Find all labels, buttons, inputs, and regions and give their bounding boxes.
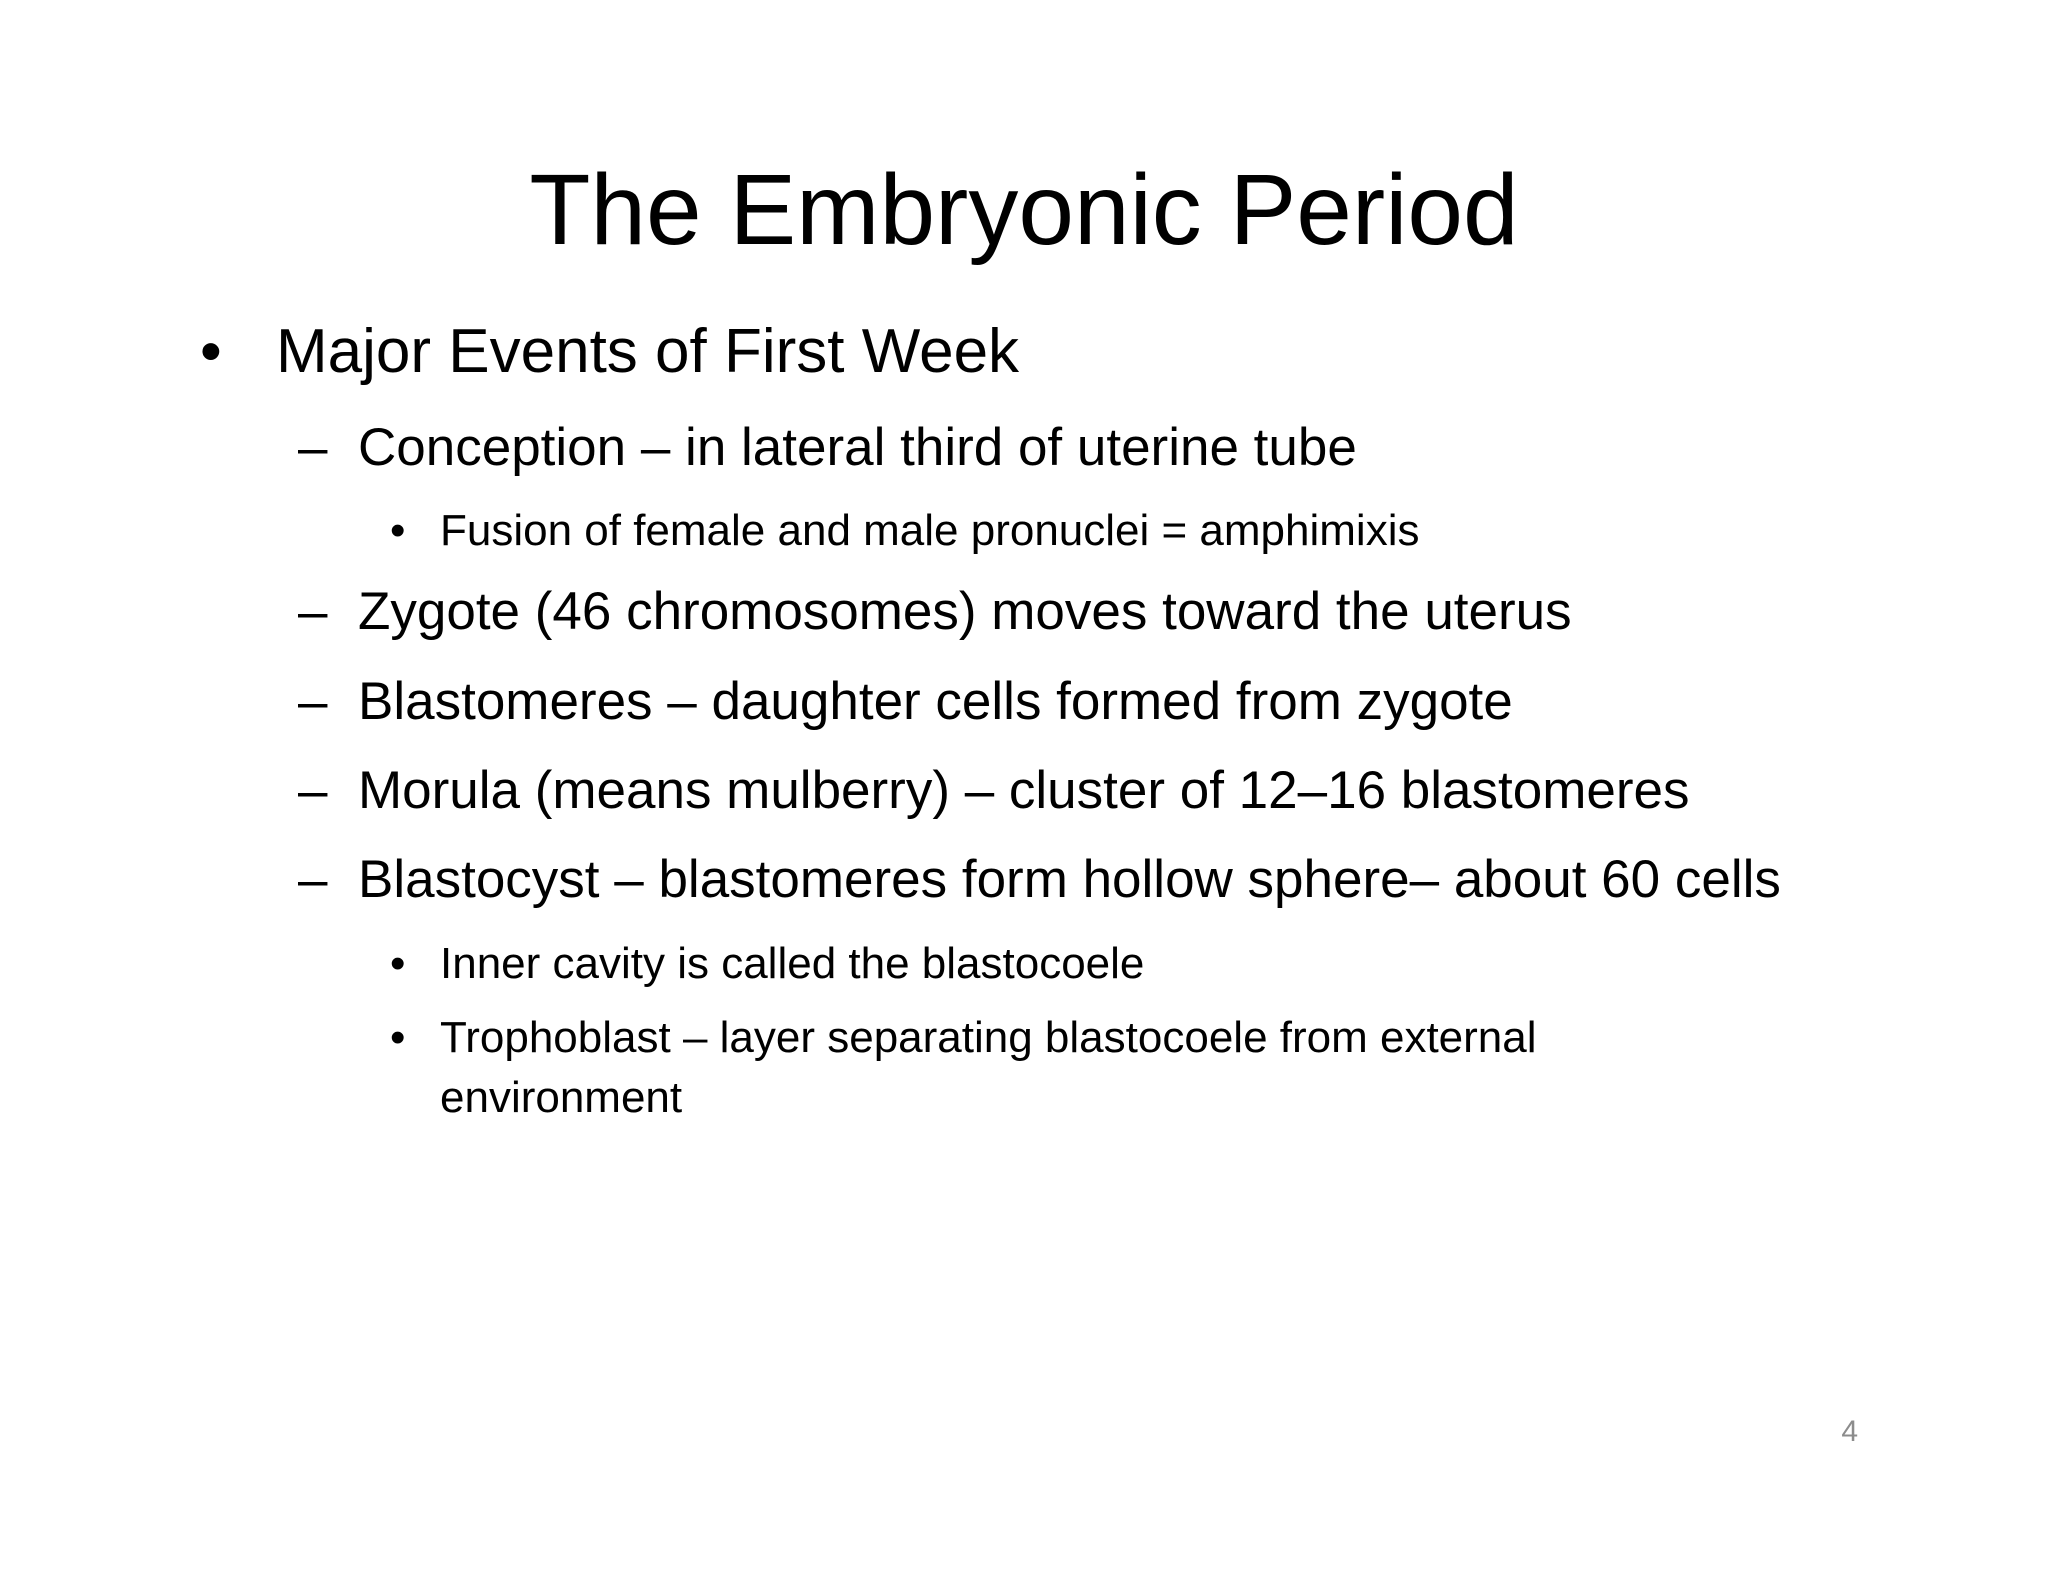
sub-item-text: Morula (means mulberry) – cluster of 12–16 blastomeres: [358, 761, 1690, 820]
sub-item-text: Zygote (46 chromosomes) moves toward the uterus: [358, 582, 1572, 641]
sub-sub-item-text: Trophoblast – layer separating blastocoele from external: [440, 1013, 1537, 1062]
dash-icon: –: [298, 850, 328, 909]
dash-icon: –: [298, 582, 328, 641]
sub-item-text: Blastomeres – daughter cells formed from zygote: [358, 672, 1513, 731]
slide-title: The Embryonic Period: [529, 154, 1519, 266]
page-number: 4: [1841, 1415, 1858, 1448]
dash-icon: –: [298, 761, 328, 820]
bullet-dot-icon: •: [390, 506, 406, 555]
bullet-dot-icon: •: [200, 317, 222, 386]
bullet-text: Major Events of First Week: [276, 317, 1020, 386]
dash-icon: –: [298, 672, 328, 731]
bullet-dot-icon: •: [390, 1013, 406, 1062]
sub-sub-item-trophoblast-continued: [440, 1068, 682, 1128]
sub-sub-item-text: Fusion of female and male pronuclei = amphimixis: [440, 506, 1420, 555]
sub-sub-item-text: Inner cavity is called the blastocoele: [440, 939, 1145, 988]
sub-item-text: Blastocyst – blastomeres form hollow sphere– about 60 cells: [358, 850, 1781, 909]
sub-sub-item-text: environment: [440, 1073, 683, 1122]
sub-item-text: Conception – in lateral third of uterine tube: [358, 418, 1357, 477]
bullet-dot-icon: •: [390, 939, 406, 988]
dash-icon: –: [298, 418, 328, 477]
